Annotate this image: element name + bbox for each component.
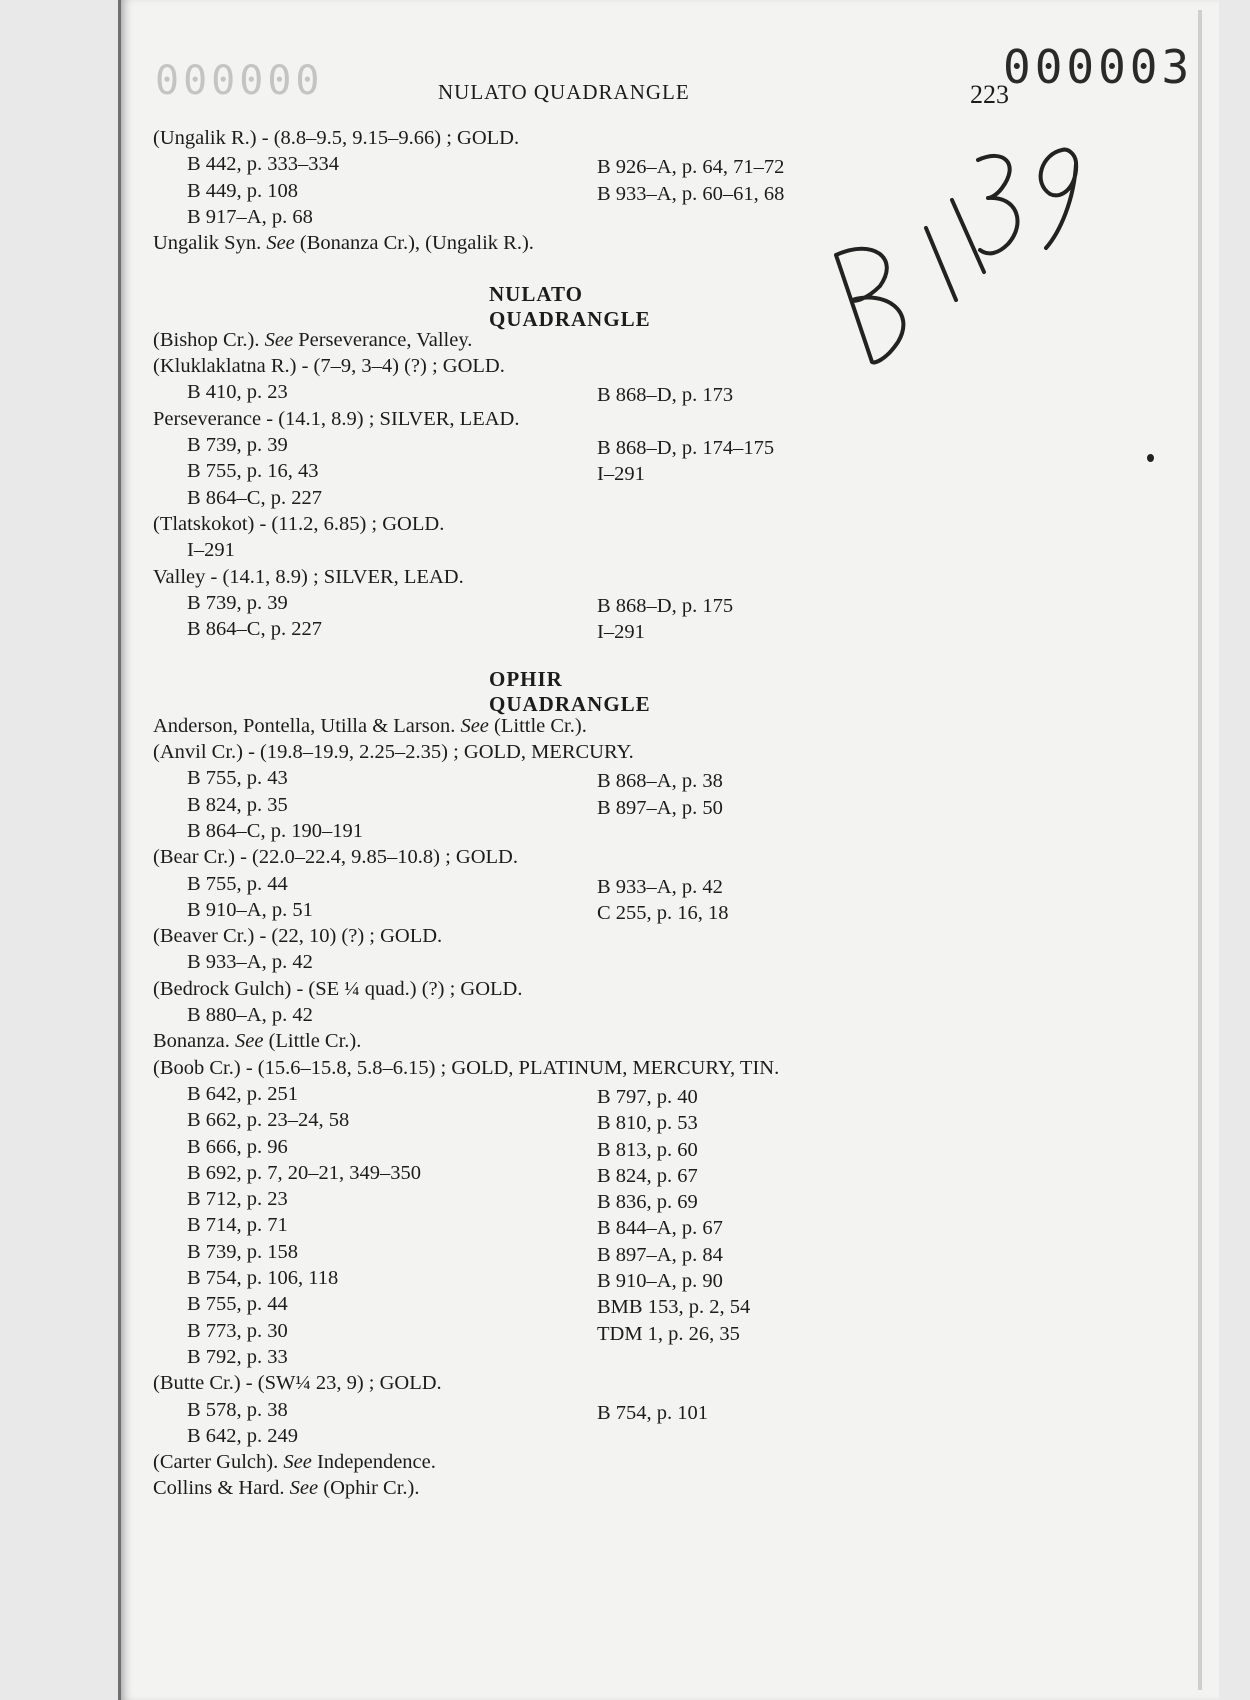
handwritten-digit-9 (1041, 150, 1077, 248)
see-label: See (460, 714, 489, 737)
faint-stamp-number: 000000 (155, 58, 324, 104)
entry-heading: (Bedrock Gulch) - (SE ¼ quad.) (?) ; GOLD. (153, 977, 523, 1000)
reference-left: B 755, p. 44 (187, 872, 288, 895)
reference-right: B 897–A, p. 50 (597, 796, 723, 819)
reference-left: B 442, p. 333–334 (187, 153, 340, 176)
reference-left: B 712, p. 23 (187, 1188, 288, 1211)
see-label: See (283, 1451, 312, 1474)
page-number: 223 (970, 80, 1009, 109)
section-heading: NULATO QUADRANGLE (489, 281, 651, 331)
entry-heading: Valley - (14.1, 8.9) ; SILVER, LEAD. (153, 565, 464, 588)
entry-heading: (Ungalik R.) - (8.8–9.5, 9.15–9.66) ; GOLD. (153, 127, 520, 149)
reference-left: I–291 (187, 539, 235, 562)
see-label: See (266, 232, 295, 255)
reference-right: B 933–A, p. 60–61, 68 (597, 182, 785, 205)
entry-heading: (Anvil Cr.) - (19.8–19.9, 2.25–2.35) ; GOLD, MERCURY. (153, 741, 634, 763)
reference-left: B 933–A, p. 42 (187, 951, 313, 974)
running-head: NULATO QUADRANGLE (438, 80, 690, 104)
stamp-number: 000003 (1003, 40, 1194, 94)
reference-left: B 824, p. 35 (187, 793, 288, 816)
cross-reference-entry (153, 1450, 436, 1474)
see-target: (Bonanza Cr.), (Ungalik R.). (299, 232, 534, 255)
handwritten-digit-3 (978, 156, 1018, 253)
reference-left: B 864–C, p. 190–191 (187, 819, 363, 842)
entry-heading: (Boob Cr.) - (15.6–15.8, 5.8–6.15) ; GOLD, PLATINUM, MERCURY, TIN. (153, 1056, 780, 1079)
entry-heading: (Tlatskokot) - (11.2, 6.85) ; GOLD. (153, 512, 445, 535)
entry-term: Anderson, Pontella, Utilla & Larson. (153, 714, 456, 737)
reference-left: B 880–A, p. 42 (187, 1004, 313, 1026)
reference-left: B 714, p. 71 (187, 1214, 288, 1237)
reference-right: B 868–D, p. 174–175 (597, 437, 775, 459)
reference-right: B 810, p. 53 (597, 1112, 698, 1135)
reference-right: I–291 (597, 463, 645, 486)
reference-right: B 897–A, p. 84 (597, 1243, 723, 1266)
see-label: See (264, 328, 294, 351)
entry-heading: (Bear Cr.) - (22.0–22.4, 9.85–10.8) ; GOLD. (153, 846, 518, 869)
see-target: (Ophir Cr.). (323, 1477, 420, 1500)
entry-term: Collins & Hard. (153, 1477, 285, 1500)
reference-left: B 864–C, p. 227 (187, 486, 322, 509)
reference-right: B 868–D, p. 173 (597, 384, 734, 407)
cross-reference-entry (153, 328, 472, 352)
entry-term: Ungalik Syn. (153, 232, 262, 255)
reference-right: B 797, p. 40 (597, 1085, 698, 1108)
reference-left: B 739, p. 39 (187, 434, 288, 456)
reference-left: B 755, p. 44 (187, 1293, 288, 1316)
reference-right: I–291 (597, 621, 645, 644)
reference-left: B 642, p. 251 (187, 1082, 299, 1105)
reference-left: B 739, p. 158 (187, 1240, 299, 1263)
reference-left: B 449, p. 108 (187, 179, 299, 202)
handwritten-letter-b (836, 249, 903, 363)
reference-right: B 868–A, p. 38 (597, 770, 723, 793)
reference-right: B 813, p. 60 (597, 1138, 698, 1161)
page-edge (1198, 10, 1202, 1690)
reference-left: B 792, p. 33 (187, 1345, 288, 1368)
reference-right: B 844–A, p. 67 (597, 1217, 723, 1240)
see-target: (Little Cr.). (494, 714, 587, 737)
entry-heading: Perseverance - (14.1, 8.9) ; SILVER, LEAD. (153, 407, 520, 430)
entry-heading: (Beaver Cr.) - (22, 10) (?) ; GOLD. (153, 925, 443, 948)
section-heading: OPHIR QUADRANGLE (489, 667, 651, 717)
reference-right: B 754, p. 101 (597, 1401, 709, 1424)
reference-right: B 824, p. 67 (597, 1164, 698, 1187)
reference-right: TDM 1, p. 26, 35 (597, 1322, 740, 1345)
entry-term: (Bishop Cr.). (153, 328, 260, 351)
reference-right: C 255, p. 16, 18 (597, 901, 729, 924)
reference-right: B 836, p. 69 (597, 1191, 698, 1214)
reference-right: BMB 153, p. 2, 54 (597, 1296, 751, 1319)
see-label: See (289, 1477, 319, 1500)
reference-left: B 410, p. 23 (187, 381, 288, 404)
reference-right: B 926–A, p. 64, 71–72 (597, 156, 785, 179)
reference-right: B 933–A, p. 42 (597, 875, 723, 898)
reference-left: B 910–A, p. 51 (187, 898, 313, 921)
handwritten-digit-1b (952, 200, 984, 272)
reference-right: B 868–D, p. 175 (597, 594, 734, 617)
reference-left: B 739, p. 39 (187, 591, 288, 614)
entry-term: (Carter Gulch). (153, 1451, 279, 1474)
see-label: See (234, 1030, 264, 1053)
reference-left: B 666, p. 96 (187, 1135, 288, 1158)
see-target: (Little Cr.). (268, 1030, 362, 1053)
reference-left: B 662, p. 23–24, 58 (187, 1109, 350, 1132)
entry-heading: (Butte Cr.) - (SW¼ 23, 9) ; GOLD. (153, 1372, 442, 1395)
cross-reference-entry (153, 714, 587, 738)
reference-left: B 755, p. 16, 43 (187, 460, 319, 483)
see-target: Perseverance, Valley. (298, 328, 473, 351)
reference-left: B 773, p. 30 (187, 1319, 288, 1342)
reference-right: B 910–A, p. 90 (597, 1270, 723, 1292)
cross-reference-entry (153, 1029, 361, 1053)
handwritten-digit-1a (926, 228, 956, 300)
reference-left: B 578, p. 38 (187, 1398, 288, 1421)
cross-reference-entry (153, 231, 534, 255)
see-target: Independence. (316, 1451, 436, 1474)
reference-left: B 754, p. 106, 118 (187, 1267, 339, 1289)
handwritten-note (828, 140, 1128, 400)
speck-mark (1147, 454, 1154, 462)
entry-heading: (Kluklaklatna R.) - (7–9, 3–4) (?) ; GOLD. (153, 355, 505, 378)
reference-left: B 755, p. 43 (187, 767, 288, 790)
entry-term: Bonanza. (153, 1030, 230, 1053)
cross-reference-entry (153, 1476, 419, 1500)
reference-left: B 642, p. 249 (187, 1424, 299, 1447)
reference-left: B 692, p. 7, 20–21, 349–350 (187, 1161, 422, 1184)
reference-left: B 917–A, p. 68 (187, 205, 313, 228)
reference-left: B 864–C, p. 227 (187, 618, 322, 641)
